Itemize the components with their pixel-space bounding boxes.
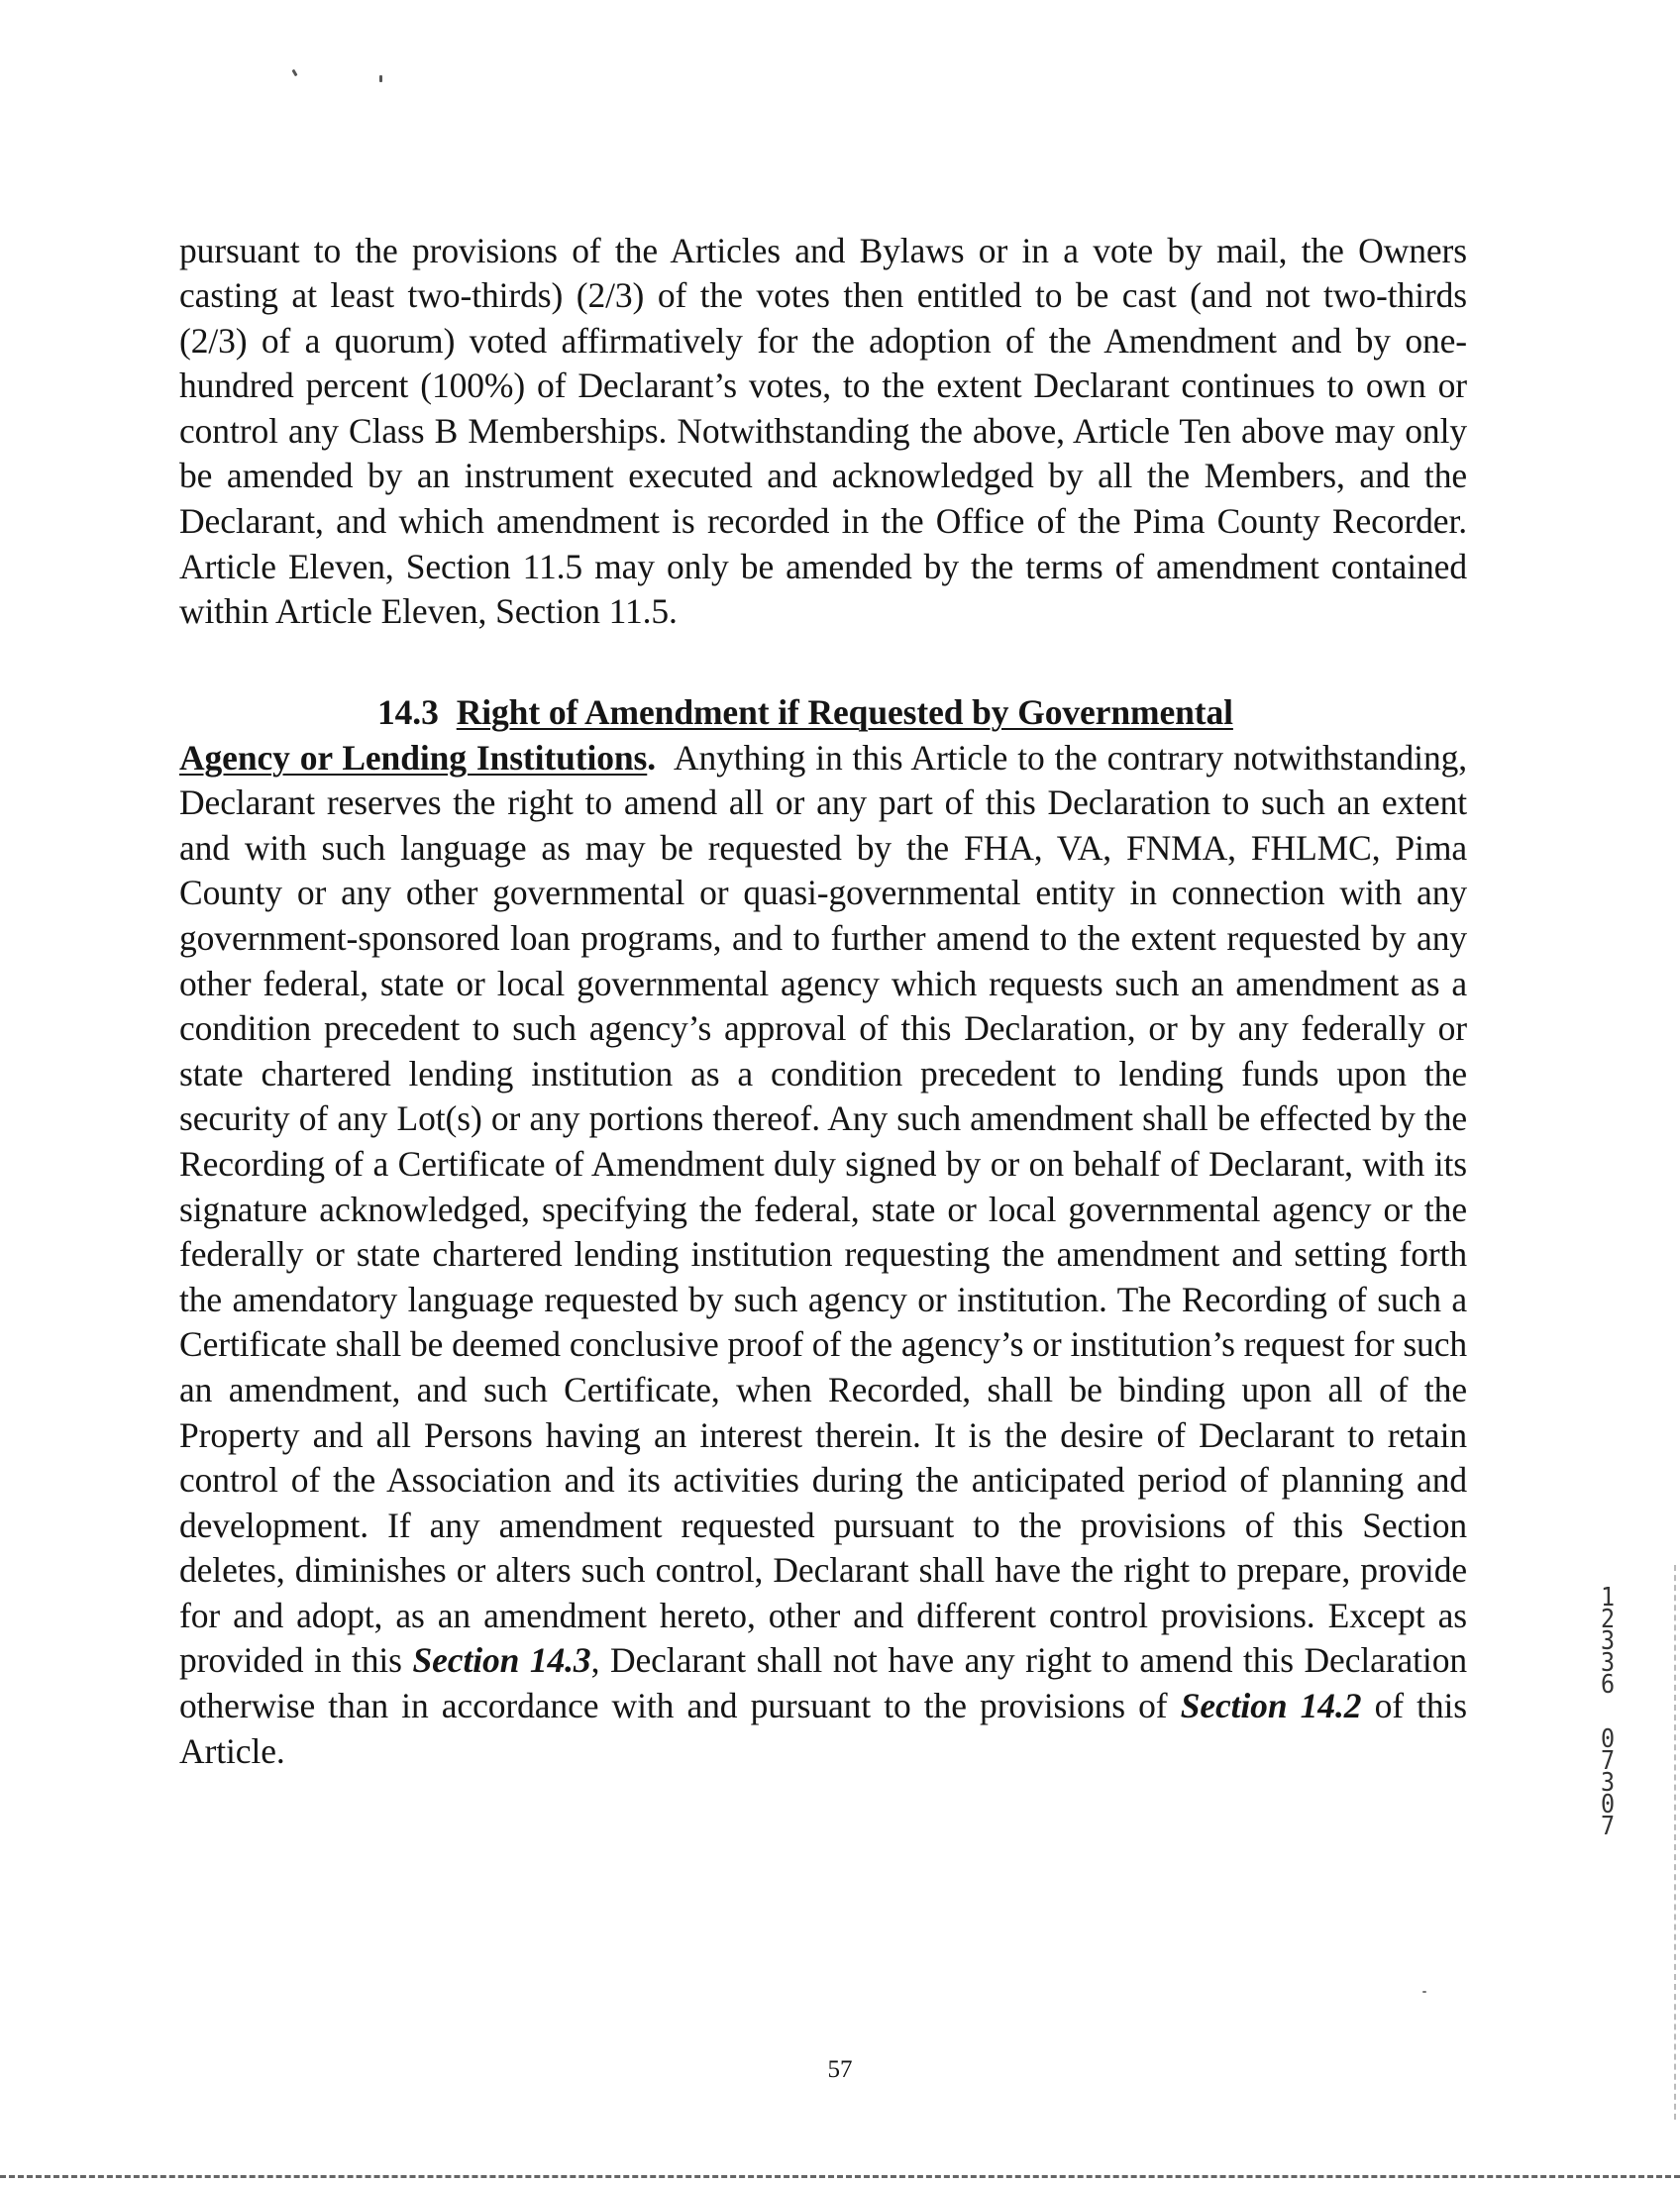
section-body-part-3: of this Article.: [179, 1686, 1468, 1771]
recording-digit: 1: [1600, 1583, 1616, 1613]
paragraph-continuation: pursuant to the provisions of the Articles and Bylaws or in a vote by mail, the Owners casting at least two-thirds) (2/3) of the votes then entitled to be cast (and not two-thirds (2/3) of a quorum) voted affirmatively for the adoption of the Amendment and by one-hundred percent (100%) of Declarant’s votes, to the extent Declarant continues to own or control any Class B Memberships. Notwithstanding the above, Article Ten above may only be amended by an instrument executed and acknowledged by all the Members, and the Declarant, and which amendment is recorded in the Office of the Pima County Recorder. Article Eleven, Section 11.5 may only be amended by the terms of amendment contained within Article Eleven, Section 11.5.: [179, 230, 1467, 632]
recording-digit: 3: [1600, 1648, 1616, 1678]
scan-speck: [291, 69, 297, 77]
recording-digit: 0: [1600, 1790, 1616, 1820]
recording-digit: 6: [1600, 1670, 1616, 1700]
section-body-part-2: , Declarant shall not have any right to amend this Declaration otherwise than in accordance with and pursuant to the provisions of: [179, 1640, 1467, 1726]
section-number: 14.3: [377, 692, 439, 732]
recording-digit: 0: [1600, 1724, 1616, 1754]
section-reference-14-2: Section 14.2: [1180, 1686, 1362, 1726]
section-heading: [179, 690, 1467, 736]
scan-edge-line: [1674, 1565, 1676, 2120]
section-14-3: [179, 690, 1467, 1774]
recording-digit: 3: [1600, 1768, 1616, 1798]
scan-bottom-line: [0, 2175, 1680, 2178]
recording-digit: 2: [1600, 1605, 1616, 1634]
section-body-part-1: Anything in this Article to the contrary notwithstanding, Declarant reserves the right to amend all or any part of this Declaration to such an extent and with such language as may be requested by the FHA, VA, FNMA, FHLMC, Pima County or any other governmental or quasi-governmental entity in connection with any government-sponsored loan programs, and to further amend to the extent requested by any other federal, state or local governmental agency which requests such an amendment as a condition precedent to such agency’s approval of this Declaration, or by any federally or state chartered lending institution as a condition precedent to lending funds upon the security of any Lot(s) or any portions thereof. Any such amendment shall be effected by the Recording of a Certificate of Amendment duly signed by or on behalf of Declarant, with its signature acknowledged, specifying the federal, state or local governmental agency or the federally or state chartered lending institution requesting the amendment and setting forth the amendatory language requested by such agency or institution. The Recording of such a Certificate shall be deemed conclusive proof of the agency’s or institution’s request for such an amendment, and such Certificate, when Recorded, shall be binding upon all of the Property and all Persons having an interest therein. It is the desire of Declarant to retain control of the Association and its activities during the anticipated period of planning and development. If any amendment requested pursuant to the provisions of this Section deletes, diminishes or alters such control, Declarant shall have the right to prepare, provide for and adopt, as an amendment hereto, other and different control provisions. Except as provided in this: [179, 737, 1468, 1681]
recording-digit: 7: [1600, 1746, 1616, 1776]
section-title-line-1: Right of Amendment if Requested by Governmental: [456, 692, 1233, 732]
recording-digit: 7: [1600, 1812, 1616, 1841]
recording-digit: 3: [1600, 1626, 1616, 1656]
page-number: 57: [827, 2056, 853, 2083]
scan-speck: [1422, 1991, 1426, 1993]
scan-speck: [379, 75, 382, 82]
section-title-line-2: Agency or Lending Institutions: [179, 737, 648, 778]
section-title-period: .: [647, 737, 657, 778]
section-reference-14-3: Section 14.3: [412, 1640, 591, 1681]
recording-number-stamp: [1595, 1583, 1620, 1841]
